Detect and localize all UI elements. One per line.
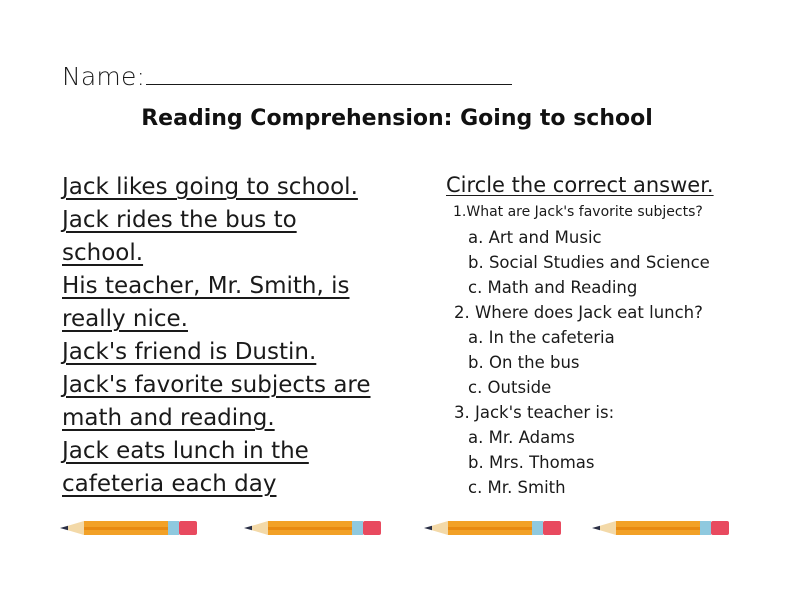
passage-line: Jack's friend is Dustin. (62, 339, 317, 365)
question-1-option-a[interactable]: a. Art and Music (468, 228, 602, 247)
passage-line: Jack's favorite subjects are (62, 372, 371, 398)
passage-line: Jack likes going to school. (62, 174, 358, 200)
question-1-option-b[interactable]: b. Social Studies and Science (468, 253, 710, 272)
pencil-icon (592, 518, 730, 538)
name-label: Name: (62, 62, 146, 91)
question-1-option-c[interactable]: c. Math and Reading (468, 278, 638, 297)
pencil-icon (60, 518, 198, 538)
reading-passage (62, 171, 392, 501)
question-3-option-c[interactable]: c. Mr. Smith (468, 478, 566, 497)
name-field-row (62, 62, 512, 91)
question-2-prompt: 2. Where does Jack eat lunch? (454, 303, 703, 322)
passage-line: His teacher, Mr. Smith, is (62, 273, 350, 299)
passage-line: really nice. (62, 306, 188, 332)
question-2-option-c[interactable]: c. Outside (468, 378, 552, 397)
pencil-icon (424, 518, 562, 538)
question-2-option-a[interactable]: a. In the cafeteria (468, 328, 615, 347)
name-blank-line[interactable] (146, 64, 512, 85)
question-3-option-a[interactable]: a. Mr. Adams (468, 428, 575, 447)
question-1-prompt: 1.What are Jack's favorite subjects? (453, 204, 703, 220)
question-section (446, 171, 776, 500)
questions-heading: Circle the correct answer. (446, 173, 714, 197)
passage-line: math and reading. (62, 405, 275, 431)
passage-line: school. (62, 240, 144, 266)
question-3-option-b[interactable]: b. Mrs. Thomas (468, 453, 595, 472)
question-2-option-b[interactable]: b. On the bus (468, 353, 580, 372)
passage-line: Jack rides the bus to (62, 207, 297, 233)
worksheet-title: Reading Comprehension: Going to school (141, 106, 653, 131)
question-3-prompt: 3. Jack's teacher is: (454, 403, 615, 422)
pencil-icon (244, 518, 382, 538)
passage-line: Jack eats lunch in the (62, 438, 309, 464)
passage-line: cafeteria each day (62, 471, 277, 497)
